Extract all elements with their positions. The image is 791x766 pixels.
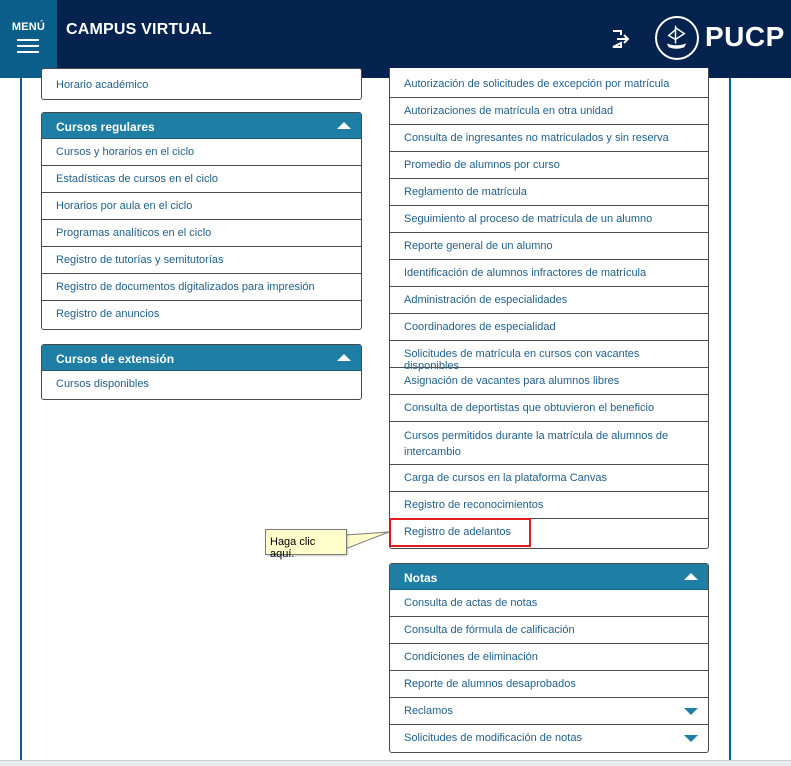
list-item[interactable]: Consulta de fórmula de calificación [390, 617, 708, 644]
list-item[interactable]: Cursos disponibles [56, 378, 149, 390]
collapse-up-icon[interactable] [684, 573, 698, 580]
list-item[interactable]: Administración de especialidades [390, 287, 708, 314]
list-item-expandable[interactable] [390, 725, 708, 752]
list-item[interactable]: Consulta de actas de notas [390, 590, 708, 617]
expand-down-icon[interactable] [684, 735, 698, 742]
list-item[interactable]: Reporte de alumnos desaprobados [390, 671, 708, 698]
hamburger-icon [17, 39, 39, 53]
content-frame-right [729, 78, 731, 762]
list-item[interactable]: Seguimiento al proceso de matrícula de un alumno [390, 206, 708, 233]
list-item[interactable]: Cursos y horarios en el ciclo [42, 139, 361, 166]
item-label: Reclamos [404, 705, 453, 717]
panel-title: Cursos regulares [56, 120, 155, 134]
list-item[interactable]: Autorizaciones de matrícula en otra unidad [390, 98, 708, 125]
logout-icon[interactable] [610, 29, 630, 49]
collapse-up-icon[interactable] [337, 122, 351, 129]
list-item[interactable]: Reporte general de un alumno [390, 233, 708, 260]
list-item[interactable]: Registro de documentos digitalizados para impresión [42, 274, 361, 301]
list-item[interactable]: Consulta de deportistas que obtuvieron el beneficio [390, 395, 708, 422]
panel-header[interactable] [390, 564, 708, 590]
list-item[interactable]: Reglamento de matrícula [390, 179, 708, 206]
expand-down-icon[interactable] [684, 708, 698, 715]
list-item[interactable]: Consulta de ingresantes no matriculados y sin reserva [390, 125, 708, 152]
menu-button[interactable] [0, 0, 57, 78]
list-item[interactable]: Registro de tutorías y semitutorías [42, 247, 361, 274]
list-item[interactable]: Estadísticas de cursos en el ciclo [42, 166, 361, 193]
list-item[interactable]: Solicitudes de matrícula en cursos con vacantes disponibles [390, 341, 708, 368]
list-item[interactable]: Registro de anuncios [56, 308, 160, 320]
list-item[interactable]: Autorización de solicitudes de excepción por matrícula [390, 68, 708, 98]
list-item[interactable]: Coordinadores de especialidad [390, 314, 708, 341]
app-title: CAMPUS VIRTUAL [66, 21, 212, 38]
panel-header[interactable] [42, 113, 361, 139]
panel-matricula [389, 68, 709, 549]
list-item[interactable]: Registro de reconocimientos [390, 492, 708, 519]
list-item[interactable]: Programas analíticos en el ciclo [42, 220, 361, 247]
panel-cursos-extension [41, 344, 362, 400]
list-item[interactable]: Carga de cursos en la plataforma Canvas [390, 465, 708, 492]
list-item-expandable[interactable] [390, 698, 708, 725]
list-item[interactable]: Cursos permitidos durante la matrícula de alumnos de intercambio [390, 422, 708, 465]
callout-tooltip: Haga clic aquí. [265, 529, 347, 555]
list-item[interactable]: Horario académico [56, 79, 149, 91]
panel-title: Notas [404, 571, 438, 585]
content-frame-left [20, 78, 22, 762]
horizontal-scrollbar[interactable] [0, 760, 791, 766]
list-item[interactable]: Horarios por aula en el ciclo [42, 193, 361, 220]
list-item[interactable]: Asignación de vacantes para alumnos libres [390, 368, 708, 395]
tooltip-pointer-icon [345, 529, 391, 555]
top-bar [0, 0, 791, 78]
menu-label: MENÚ [11, 21, 46, 33]
list-item[interactable]: Condiciones de eliminación [390, 644, 708, 671]
panel-title: Cursos de extensión [56, 352, 175, 366]
panel-horario [41, 68, 362, 100]
item-label: Solicitudes de modificación de notas [404, 732, 582, 744]
collapse-up-icon[interactable] [337, 354, 351, 361]
list-item[interactable]: Promedio de alumnos por curso [390, 152, 708, 179]
panel-header[interactable] [42, 345, 361, 371]
list-item[interactable]: Identificación de alumnos infractores de matrícula [390, 260, 708, 287]
pucp-logo[interactable] [655, 16, 791, 62]
panel-notas [389, 563, 709, 753]
panel-cursos-regulares [41, 112, 362, 330]
logo-text: PUCP [705, 21, 785, 52]
pucp-seal-icon [655, 16, 699, 60]
registro-adelantos-link[interactable]: Registro de adelantos [390, 519, 530, 546]
